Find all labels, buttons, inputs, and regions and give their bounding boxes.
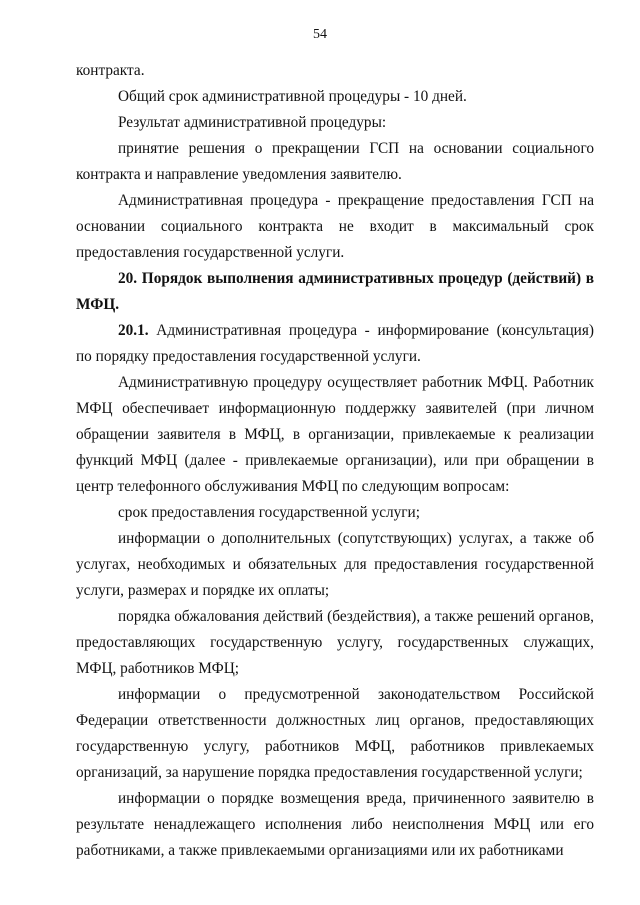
list-item-3 [76, 604, 594, 682]
paragraph-text: информации о порядке возмещения вреда, причиненного заявителю в результате ненадлежащего исполнения либо неисполнения МФЦ или его работниками, а также привлекаемыми организациями или их работниками [76, 790, 594, 859]
paragraph-text: Административную процедуру осуществляет работник МФЦ. Работник МФЦ обеспечивает информационную поддержку заявителей (при личном обращении заявителя в МФЦ, в организации, привлекаемые к реализации функций МФЦ (далее - привлекаемые организации), или при обращении в центр телефонного обслуживания МФЦ по следующим вопросам: [76, 374, 594, 495]
paragraph-8 [76, 370, 594, 500]
page-number: 54 [313, 27, 327, 42]
clause-number: 20.1. [118, 322, 149, 339]
paragraph-text: информации о дополнительных (сопутствующих) услугах, а также об услугах, необходимых и обязательных для предоставления государственной услуги, размерах и порядке их оплаты; [76, 530, 594, 599]
heading-text: 20. Порядок выполнения административных процедур (действий) в МФЦ. [76, 270, 594, 313]
paragraph-5 [76, 188, 594, 266]
list-item-5 [76, 786, 594, 864]
list-item-2 [76, 526, 594, 604]
paragraph-text: Административная процедура - информирование (консультация) по порядку предоставления государственной услуги. [76, 322, 594, 365]
paragraph-text: контракта. [76, 62, 145, 79]
section-heading-20 [76, 266, 594, 318]
paragraph-text: Общий срок административной процедуры - 10 дней. [118, 88, 467, 105]
paragraph-text: Административная процедура - прекращение предоставления ГСП на основании социального контракта не входит в максимальный срок предоставления государственной услуги. [76, 192, 594, 261]
list-item-4 [76, 682, 594, 786]
paragraph-text: информации о предусмотренной законодательством Российской Федерации ответственности должностных лиц органов, предоставляющих государственную услугу, работников МФЦ, работников привлекаемых организаций, за нарушение порядка предоставления государственной услуги; [76, 686, 594, 781]
paragraph-text: принятие решения о прекращении ГСП на основании социального контракта и направление уведомления заявителю. [76, 140, 594, 183]
paragraph-text: порядка обжалования действий (бездействия), а также решений органов, предоставляющих государственную услугу, государственных служащих, МФЦ, работников МФЦ; [76, 608, 594, 677]
paragraph-3 [76, 110, 594, 136]
list-item-1 [76, 500, 594, 526]
paragraph-text: Результат административной процедуры: [118, 114, 387, 131]
document-body [76, 58, 594, 864]
paragraph-1 [76, 58, 594, 84]
paragraph-4 [76, 136, 594, 188]
paragraph-20-1 [76, 318, 594, 370]
paragraph-2 [76, 84, 594, 110]
paragraph-text: срок предоставления государственной услуги; [118, 504, 420, 521]
